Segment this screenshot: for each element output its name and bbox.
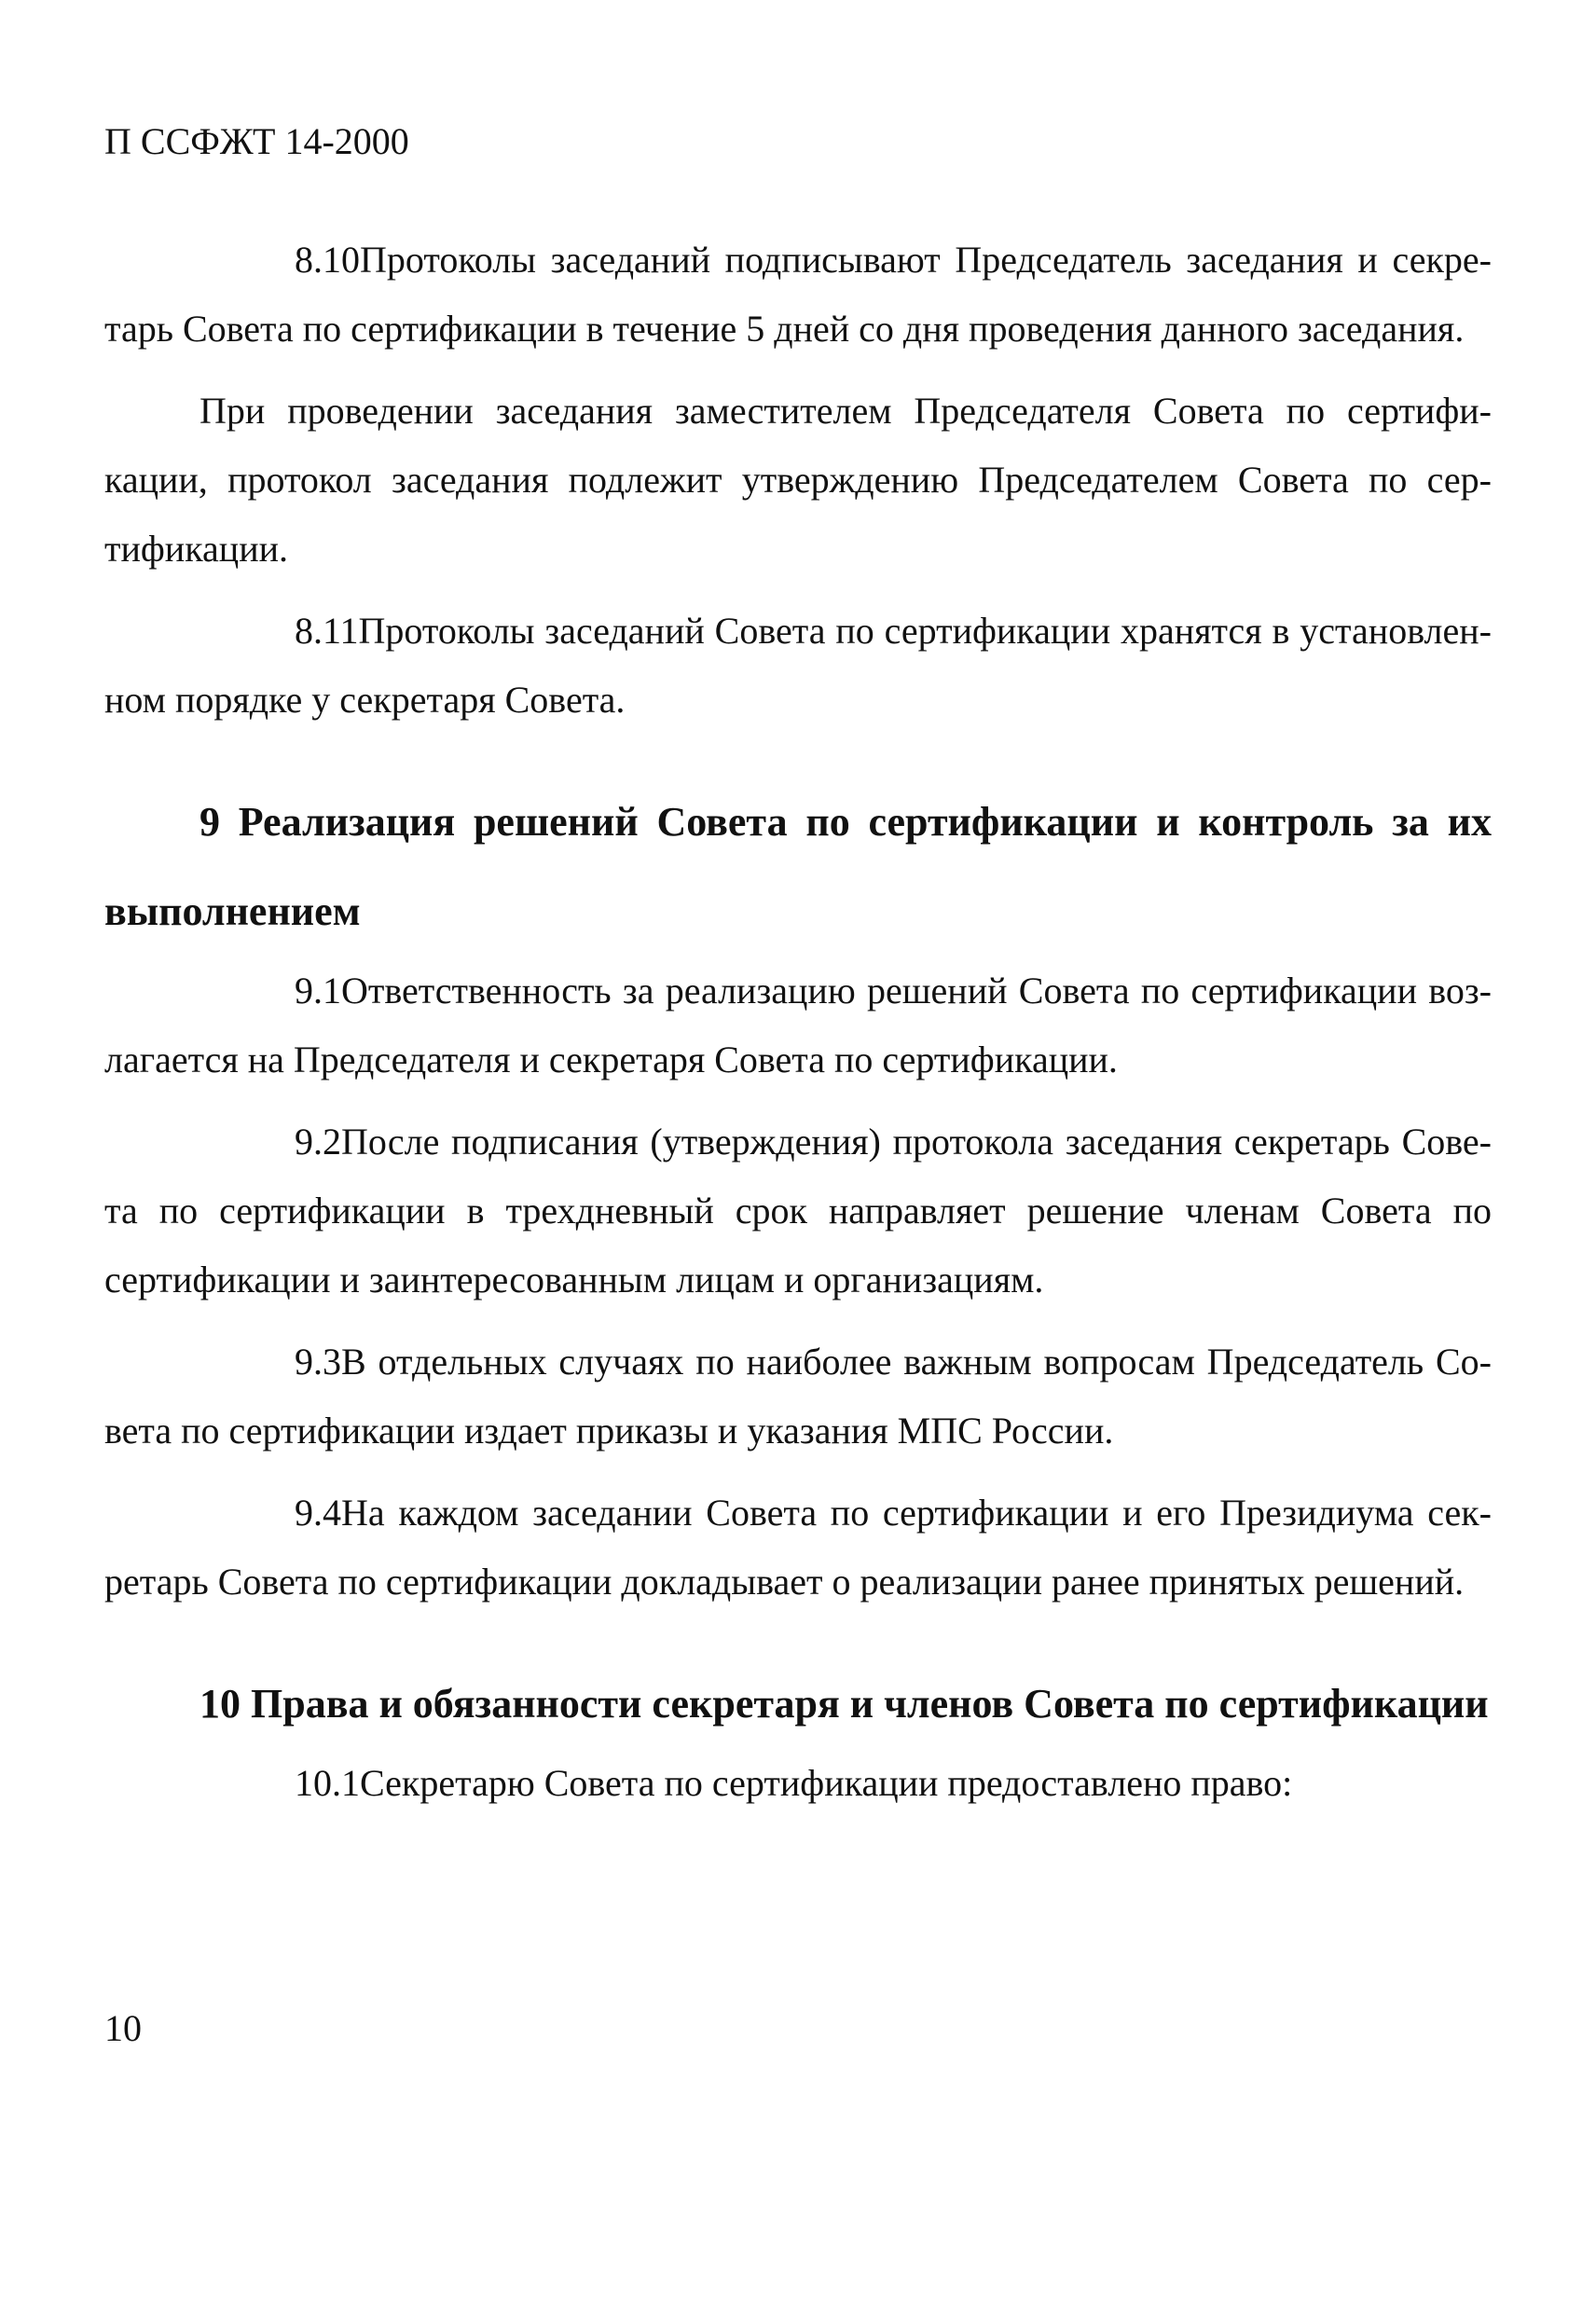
paragraph-text: При проведении заседания заместителем Председателя Совета по сертификации, протокол заседания подлежит утверждению Председателем Совета по сертификации. — [104, 390, 1492, 570]
paragraph-8-10-continued — [104, 377, 1492, 584]
paragraph-text: На каждом заседании Совета по сертификации и его Президиума секретарь Совета по сертификации докладывает о реализации ранее принятых решений. — [104, 1492, 1492, 1603]
paragraph-9-2 — [104, 1108, 1492, 1314]
paragraph-number: 10.1 — [295, 1762, 360, 1804]
paragraph-number: 8.11 — [295, 610, 359, 652]
section-heading-10: 10 Права и обязанности секретаря и членов Совета по сертификации — [200, 1681, 1489, 1727]
paragraph-text: Протоколы заседаний подписывают Председатель заседания и секретарь Совета по сертификации в течение 5 дней со дня проведения данного заседания. — [104, 239, 1492, 350]
paragraph-text: После подписания (утверждения) протокола заседания секретарь Совета по сертификации в трехдневный срок направляет решение членам Совета по сертификации и заинтересованным лицам и организациям. — [104, 1121, 1492, 1300]
paragraph-10-1 — [104, 1749, 1492, 1818]
paragraph-number: 9.2 — [295, 1121, 341, 1163]
paragraph-number: 9.3 — [295, 1341, 341, 1383]
section-heading-9: 9 Реализация решений Совета по сертификации и контроль за их выполнением — [104, 799, 1492, 934]
paragraph-9-4 — [104, 1479, 1492, 1617]
paragraph-number: 9.4 — [295, 1492, 341, 1534]
paragraph-text: Протоколы заседаний Совета по сертификации хранятся в установленном порядке у секретаря Совета. — [104, 610, 1492, 721]
page-number: 10 — [104, 2007, 142, 2049]
paragraph-number: 8.10 — [295, 239, 360, 281]
paragraph-number: 9.1 — [295, 970, 341, 1012]
paragraph-9-3 — [104, 1328, 1492, 1466]
document-code: П ССФЖТ 14-2000 — [104, 120, 409, 162]
paragraph-text: Ответственность за реализацию решений Совета по сертификации возлагается на Председателя и секретаря Совета по сертификации. — [104, 970, 1492, 1080]
paragraph-text: Секретарю Совета по сертификации предоставлено право: — [360, 1762, 1293, 1804]
paragraph-8-10 — [104, 226, 1492, 364]
document-body — [104, 226, 1492, 1818]
paragraph-text: В отдельных случаях по наиболее важным вопросам Председатель Совета по сертификации издает приказы и указания МПС России. — [104, 1341, 1492, 1452]
paragraph-9-1 — [104, 956, 1492, 1094]
paragraph-8-11 — [104, 597, 1492, 735]
